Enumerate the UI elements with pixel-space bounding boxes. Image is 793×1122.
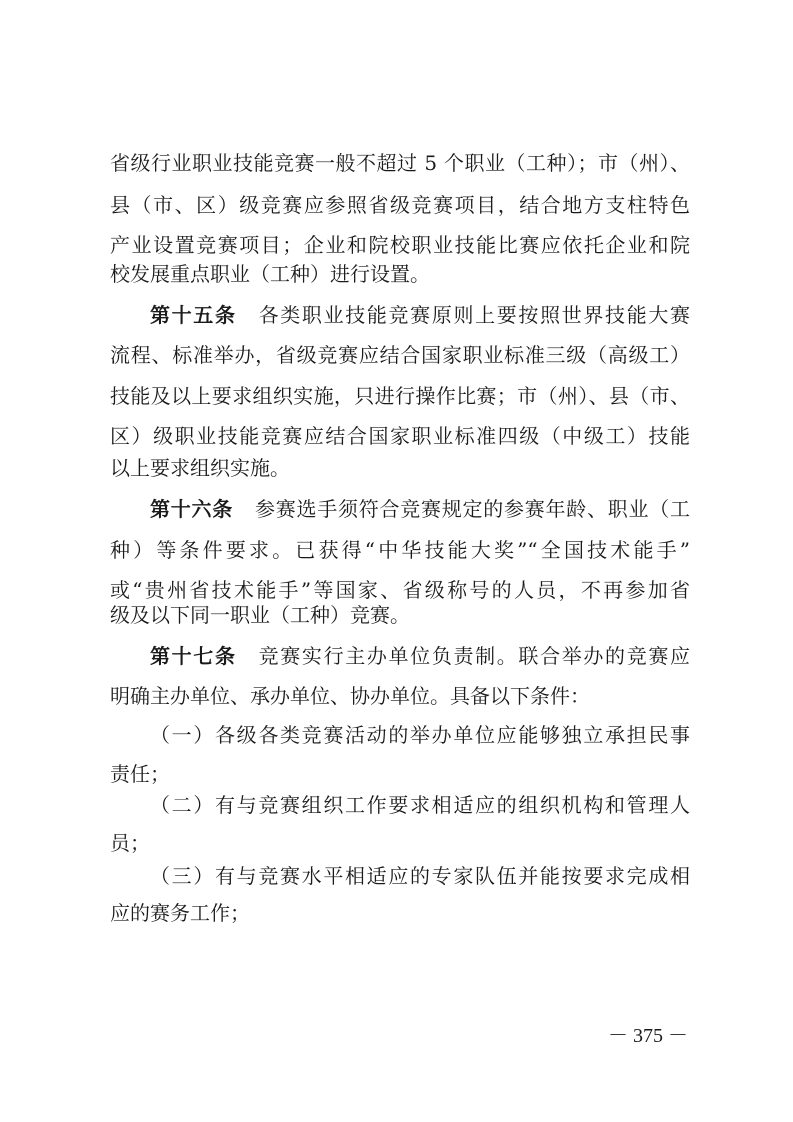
article-17-line-2: 明确主办单位、承办单位、协办单位。具备以下条件： <box>110 684 590 708</box>
article-17-title: 第十七条 <box>150 644 237 668</box>
paragraph-1-line-4: 校发展重点职业（工种）进行设置。 <box>110 262 430 286</box>
article-16-title: 第十六条 <box>150 497 233 521</box>
item-1-line-2: 责任； <box>110 762 170 786</box>
article-15-line-3: 技能及以上要求组织实施，只进行操作比赛；市（州）、县（市、 <box>110 384 690 408</box>
article-16-text-1: 参赛选手须符合竞赛规定的参赛年龄、职业（工 <box>255 497 690 521</box>
item-1-line-1: （一）各级各类竞赛活动的举办单位应能够独立承担民事 <box>150 723 690 747</box>
article-15-text-1: 各类职业技能竞赛原则上要按照世界技能大赛 <box>258 303 691 327</box>
article-15-line-5: 以上要求组织实施。 <box>110 456 290 480</box>
paragraph-1-line-3: 产业设置竞赛项目；企业和院校职业技能比赛应依托企业和院 <box>110 233 690 257</box>
article-16-line-3: 或“贵州省技术能手”等国家、省级称号的人员，不再参加省 <box>110 578 690 602</box>
article-15-line-2: 流程、标准举办，省级竞赛应结合国家职业标准三级（高级工） <box>110 343 690 367</box>
article-16-line-4: 级及以下同一职业（工种）竞赛。 <box>110 603 410 627</box>
item-3-line-2: 应的赛务工作； <box>110 901 250 925</box>
paragraph-1-line-2: 县（市、区）级竞赛应参照省级竞赛项目，结合地方支柱特色 <box>110 193 690 217</box>
item-2-line-2: 员； <box>110 831 150 855</box>
article-15-line-4: 区）级职业技能竞赛应结合国家职业标准四级（中级工）技能 <box>110 424 690 448</box>
item-3-line-1: （三）有与竞赛水平相适应的专家队伍并能按要求完成相 <box>150 864 690 888</box>
article-17-text-1: 竞赛实行主办单位负责制。联合举办的竞赛应 <box>258 644 691 668</box>
article-17-line-1 <box>150 641 690 671</box>
article-16-line-2: 种）等条件要求。已获得“中华技能大奖”“全国技术能手” <box>110 538 690 562</box>
item-2-line-1: （二）有与竞赛组织工作要求相适应的组织机构和管理人 <box>150 793 690 817</box>
article-15-title: 第十五条 <box>150 303 237 327</box>
article-16-line-1 <box>150 494 690 524</box>
article-15-line-1 <box>150 300 690 330</box>
page-number: － 375 － <box>608 1025 688 1047</box>
paragraph-1-line-1: 省级行业职业技能竞赛一般不超过 5 个职业（工种）；市（州）、 <box>110 151 690 175</box>
